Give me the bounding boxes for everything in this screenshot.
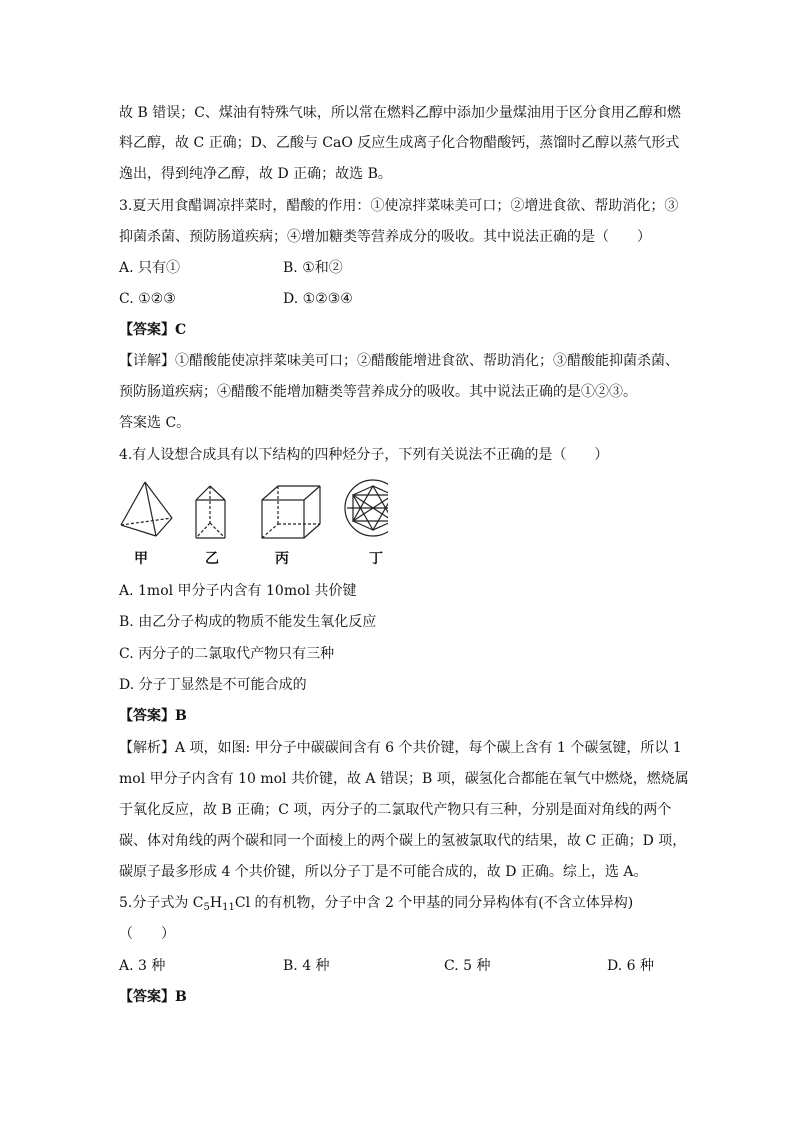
- q3-answer: 【答案】C: [119, 322, 187, 338]
- q2-tail-line-1: 故 B 错误；C、煤油有特殊气味，所以常在燃料乙醇中添加少量煤油用于区分食用乙醇和燃: [119, 105, 681, 121]
- q4-analysis-line-4: 碳、体对角线的两个碳和同一个面棱上的两个碳上的氢被氯取代的结果，故 C 正确；D 项，: [119, 833, 687, 849]
- q4-option-d: D. 分子丁显然是不可能合成的: [119, 677, 307, 693]
- figure-label-jia: 甲: [134, 551, 148, 567]
- prism-figure: [196, 486, 225, 538]
- q5-option-c: C. 5 种: [444, 958, 491, 974]
- q4-answer: 【答案】B: [119, 708, 187, 724]
- q2-tail-line-3: 逸出，得到纯净乙醇，故 D 正确；故选 B。: [119, 166, 392, 182]
- q3-option-c: C. ①②③: [119, 291, 176, 307]
- q3-option-a: A. 只有①: [119, 260, 181, 276]
- q3-conclusion: 答案选 C。: [119, 415, 191, 431]
- icosahedron-figure: [345, 480, 388, 536]
- q4-option-b: B. 由乙分子构成的物质不能发生氧化反应: [119, 614, 377, 630]
- q4-analysis-line-2: mol 甲分子内含有 10 mol 共价键，故 A 错误；B 项，碳氢化合都能在氧气中燃烧，燃烧属: [119, 771, 689, 787]
- q2-tail-line-2: 料乙醇，故 C 正确；D、乙酸与 CaO 反应生成离子化合物醋酸钙，蒸馏时乙醇以蒸气形式: [119, 135, 680, 151]
- q3-option-d: D. ①②③④: [283, 291, 353, 307]
- q3-detail-line-2: 预防肠道疾病；④醋酸不能增加糖类等营养成分的吸收。其中说法正确的是①②③。: [119, 384, 637, 400]
- q4-option-a: A. 1mol 甲分子内含有 10mol 共价键: [119, 583, 357, 599]
- cube-figure: [262, 486, 320, 538]
- q3-option-b: B. ①和②: [283, 260, 343, 276]
- q5-answer: 【答案】B: [119, 989, 187, 1005]
- q5-option-a: A. 3 种: [119, 958, 166, 974]
- figure-label-yi: 乙: [205, 551, 219, 567]
- molecule-figures: [118, 478, 388, 548]
- q4-analysis-line-5: 碳原子最多形成 4 个共价键，所以分子丁是不可能合成的，故 D 正确。综上，选 A。: [119, 864, 648, 880]
- q5-option-b: B. 4 种: [283, 958, 330, 974]
- q5-stem-part-b: H: [209, 895, 223, 911]
- q4-stem: 4.有人设想合成具有以下结构的四种烃分子，下列有关说法不正确的是（ ）: [119, 447, 609, 463]
- q3-stem-line-2: 抑菌杀菌、预防肠道疾病；④增加糖类等营养成分的吸收。其中说法正确的是（ ）: [119, 229, 651, 245]
- figure-label-ding: 丁: [369, 551, 383, 567]
- q5-paren: （ ）: [119, 926, 175, 942]
- q5-subscript-5: 5: [203, 902, 210, 913]
- q3-detail-line-1: 【详解】①醋酸能使凉拌菜味美可口；②醋酸能增进食欲、帮助消化；③醋酸能抑菌杀菌、: [119, 353, 679, 369]
- tetrahedron-figure: [121, 482, 172, 536]
- q5-option-d: D. 6 种: [607, 958, 654, 974]
- q3-stem-line-1: 3.夏天用食醋调凉拌菜时，醋酸的作用：①使凉拌菜味美可口；②增进食欲、帮助消化；③: [119, 198, 679, 214]
- q5-stem-part-a: 5.分子式为 C: [119, 895, 204, 911]
- figure-label-bing: 丙: [275, 551, 289, 567]
- q4-analysis-line-3: 于氧化反应，故 B 正确；C 项，丙分子的二氯取代产物只有三种，分别是面对角线的两个: [119, 802, 672, 818]
- q4-option-c: C. 丙分子的二氯取代产物只有三种: [119, 646, 335, 662]
- q5-stem-part-c: Cl 的有机物，分子中含 2 个甲基的同分异构体有(不含立体异构): [234, 895, 634, 911]
- q5-stem: [119, 893, 633, 913]
- q4-analysis-line-1: 【解析】A 项，如图: 甲分子中碳碳间含有 6 个共价键，每个碳上含有 1 个碳氢键，所以 1: [119, 740, 682, 756]
- q5-subscript-11: 11: [222, 902, 235, 913]
